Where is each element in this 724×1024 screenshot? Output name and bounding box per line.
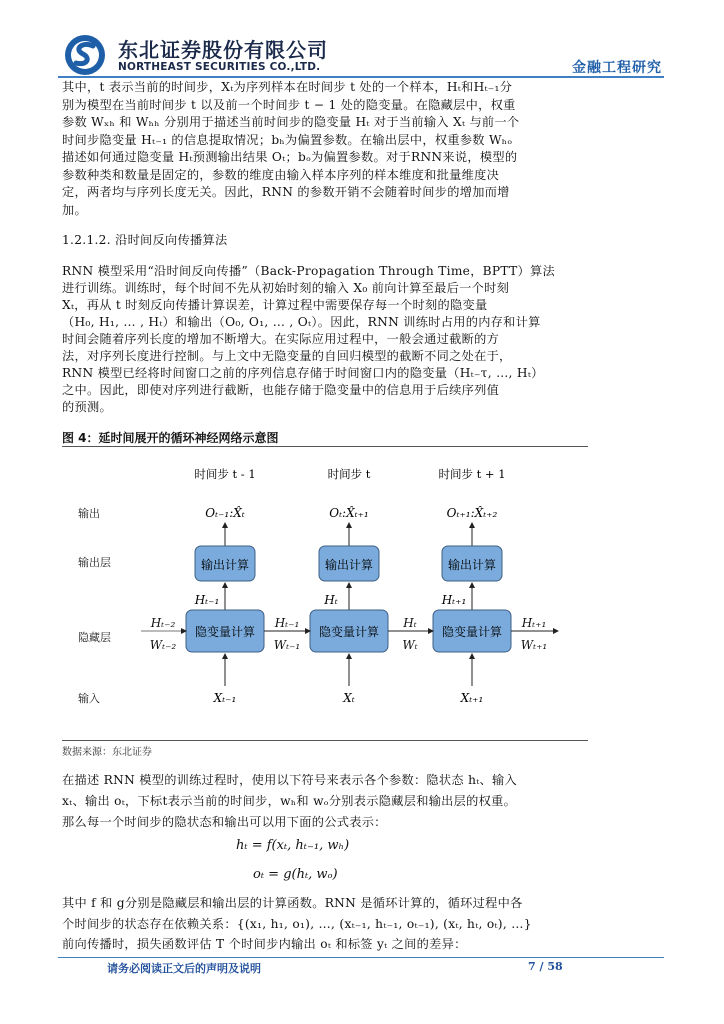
output-compute-label: 输出计算 — [324, 558, 374, 572]
text-line: 定，两者均与序列长度无关。因此，RNN 的参数开销不会随着时间步的增加而增 — [62, 185, 510, 199]
output-label: Oₜ:X̂ₜ₊₁ — [329, 506, 369, 520]
input-label: Xₜ — [343, 691, 355, 705]
hidden-compute-label: 隐变量计算 — [441, 625, 503, 639]
text-line: 在描述 RNN 模型的训练过程时，使用以下符号来表示各个参数：隐状态 hₜ、输入 — [62, 773, 517, 787]
hidden-compute-label: 隐变量计算 — [318, 625, 380, 639]
output-label: Oₜ₋₁:X̂ₜ — [205, 506, 245, 520]
row-label-hidden-layer: 隐藏层 — [78, 631, 111, 644]
timestep-column — [433, 467, 511, 705]
link-h-label: Hₜ₋₁ — [274, 616, 300, 630]
text-line: 进行训练。训练时，每个时间不先从初始时刻的输入 X₀ 前向计算至最后一个时刻 — [62, 281, 510, 295]
link-w-label: Wₜ₊₁ — [520, 638, 548, 652]
text-line: 参数种类和数量是固定的，参数的维度由输入样本序列的样本维度和批量维度决 — [62, 167, 500, 182]
row-label-input: 输入 — [78, 692, 100, 705]
timestep-label: 时间步 t — [327, 467, 371, 481]
link-h-label: Hₜ₋₂ — [150, 616, 176, 630]
text-line: 之中。因此，即使对序列进行截断，也能存储于隐变量中的信息用于后续序列值 — [62, 383, 500, 397]
footer-rule — [58, 957, 664, 958]
text-line: 时间步隐变量 Hₜ₋₁ 的信息提取情况；bₕ为偏置参数。在输出层中，权重参数 Wₕₒ — [62, 132, 513, 147]
text-line: 其中，t 表示当前的时间步，Xₜ为序列样本在时间步 t 处的一个样本，Hₜ和Hₜ₋₁分 — [62, 80, 513, 94]
output-label: Oₜ₊₁:X̂ₜ₊₂ — [446, 506, 498, 520]
company-name-cn: 东北证券股份有限公司 — [118, 38, 328, 62]
rnn-unrolled-diagram — [0, 450, 724, 740]
text-line: （H₀, H₁, … , Hₜ）和输出（O₀, O₁, … , Oₜ）。因此，RNN 训练时占用的内存和计算 — [62, 315, 541, 329]
text-line: 个时间步的状态存在依赖关系：{(x₁, h₁, o₁), …, (xₜ₋₁, hₜ₋₁, oₜ₋₁), (xₜ, hₜ, oₜ), …} — [62, 917, 532, 931]
text-line: 的预测。 — [62, 400, 112, 414]
link-h-label: Hₜ — [403, 616, 417, 630]
input-label: Xₜ₊₁ — [460, 691, 484, 705]
figure-top-rule — [62, 446, 588, 447]
link-h-label: Hₜ₊₁ — [521, 616, 547, 630]
section-heading: 1.2.1.2. 沿时间反向传播算法 — [62, 233, 228, 247]
text-line: xₜ、输出 oₜ，下标t表示当前的时间步，wₕ和 wₒ分别表示隐藏层和输出层的权重。 — [62, 794, 517, 808]
link-w-label: Wₜ₋₁ — [273, 638, 301, 652]
output-compute-label: 输出计算 — [447, 558, 497, 572]
hidden-up-label: Hₜ — [324, 593, 338, 607]
department-label: 金融工程研究 — [572, 60, 662, 76]
text-line: RNN 模型已经将时间窗口之前的序列信息存储于时间窗口内的隐变量（Hₜ₋τ, …, Hₜ） — [62, 366, 544, 380]
timestep-column — [310, 467, 388, 705]
text-line: 参数 Wₓₕ 和 Wₕₕ 分别用于描述当前时间步的隐变量 Hₜ 对于当前输入 Xₜ 与前一个 — [62, 115, 520, 129]
link-w-label: Wₜ — [402, 638, 418, 652]
link-w-label: Wₜ₋₂ — [149, 638, 177, 652]
timestep-column — [186, 467, 264, 705]
text-line: 其中 f 和 g分别是隐藏层和输出层的计算函数。RNN 是循环计算的，循环过程中各 — [62, 896, 523, 910]
hidden-up-label: Hₜ₊₁ — [441, 593, 467, 607]
timestep-label: 时间步 t - 1 — [194, 467, 256, 481]
figure-title: 图 4：延时间展开的循环神经网络示意图 — [62, 431, 279, 445]
text-line: 那么每一个时间步的隐状态和输出可以用下面的公式表示： — [62, 815, 387, 829]
timestep-label: 时间步 t + 1 — [438, 467, 506, 481]
text-line: 法，对序列长度进行控制。与上文中无隐变量的自回归模型的截断不同之处在于， — [62, 349, 512, 363]
output-compute-label: 输出计算 — [200, 558, 250, 572]
company-logo-icon — [63, 33, 109, 77]
figure-bottom-rule — [62, 740, 588, 741]
input-label: Xₜ₋₁ — [213, 691, 237, 705]
page-number: 7 / 58 — [528, 960, 563, 973]
text-line: 加。 — [62, 202, 87, 217]
text-line: 描述如何通过隐变量 Hₜ预测输出结果 Oₜ；bₒ为偏置参数。对于RNN来说，模型的 — [62, 150, 518, 164]
text-line: 前向传播时，损失函数评估 T 个时间步内输出 oₜ 和标签 yₜ 之间的差异： — [62, 937, 467, 951]
company-name-en: NORTHEAST SECURITIES CO.,LTD. — [118, 61, 321, 73]
text-line: 时间会随着序列长度的增加不断增大。在实际应用过程中，一般会通过截断的方 — [62, 332, 500, 346]
formula-output: oₜ = g(hₜ, wₒ) — [253, 867, 338, 882]
formula-hidden-state: hₜ = f(xₜ, hₜ₋₁, wₕ) — [236, 838, 350, 853]
figure-source: 数据来源：东北证券 — [62, 747, 152, 758]
text-line: Xₜ，再从 t 时刻反向传播计算误差，计算过程中需要保存每一个时刻的隐变量 — [62, 298, 488, 312]
text-line: 别为模型在当前时间步 t 以及前一个时间步 t − 1 处的隐变量。在隐藏层中，权重 — [62, 97, 516, 112]
row-label-output-layer: 输出层 — [78, 556, 111, 569]
hidden-compute-label: 隐变量计算 — [194, 625, 256, 639]
text-line: RNN 模型采用“沿时间反向传播”（Back-Propagation Through Time，BPTT）算法 — [62, 264, 555, 278]
header-rule — [58, 76, 664, 78]
hidden-up-label: Hₜ₋₁ — [194, 593, 220, 607]
row-label-output: 输出 — [78, 507, 100, 520]
footer-disclaimer: 请务必阅读正文后的声明及说明 — [107, 962, 261, 975]
